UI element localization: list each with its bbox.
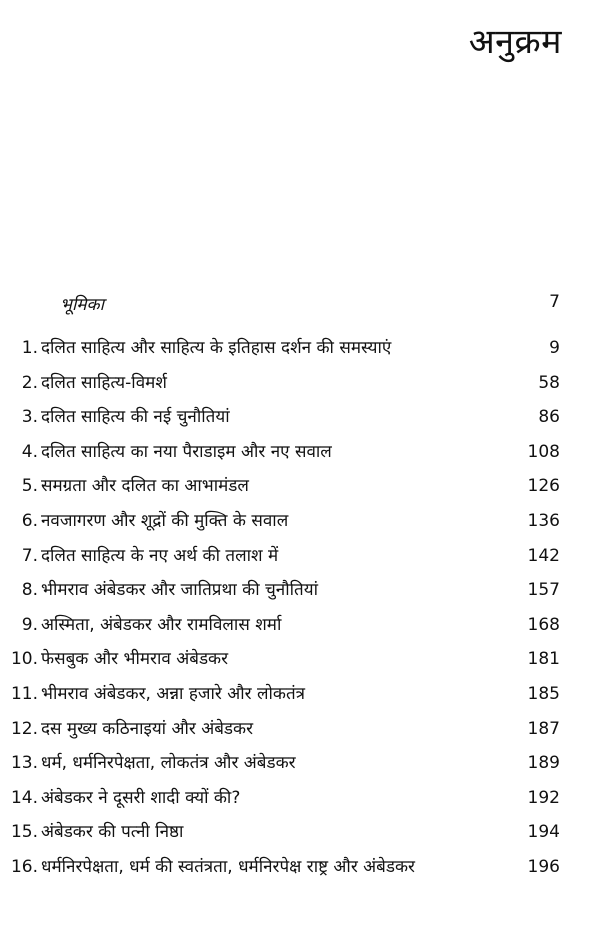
toc-entry-title: दलित साहित्य के नए अर्थ की तलाश में	[41, 545, 279, 566]
toc-entry-title: अंबेडकर की पत्नी निष्ठा	[41, 822, 184, 843]
toc-entry-page: 196	[527, 856, 560, 877]
table-of-contents	[0, 334, 600, 888]
toc-entry-title: समग्रता और दलित का आभामंडल	[41, 476, 249, 497]
toc-entry-page: 58	[538, 372, 560, 393]
toc-entry-page: 189	[527, 753, 560, 774]
toc-entry-title: धर्मनिरपेक्षता, धर्म की स्वतंत्रता, धर्मनिरपेक्ष राष्ट्र और अंबेडकर	[41, 856, 415, 877]
toc-entry	[0, 576, 600, 611]
toc-entry-number: 4.	[21, 441, 38, 462]
toc-entry-number: 3.	[21, 407, 38, 428]
toc-intro-label: भूमिका	[60, 295, 104, 315]
toc-intro-page: 7	[549, 292, 560, 312]
toc-entry-number: 9.	[21, 614, 38, 635]
toc-entry-title: भीमराव अंबेडकर और जातिप्रथा की चुनौतियां	[41, 580, 318, 601]
toc-entry-page: 142	[527, 545, 560, 566]
toc-entry-number: 1.	[21, 338, 38, 358]
toc-entry-page: 192	[527, 787, 560, 808]
toc-entry-number: 7.	[21, 545, 38, 566]
toc-entry	[0, 403, 600, 438]
toc-entry-page: 9	[549, 338, 560, 358]
toc-entry-page: 108	[527, 441, 560, 462]
toc-entry-page: 187	[527, 718, 560, 739]
toc-entry	[0, 715, 600, 750]
toc-entry	[0, 438, 600, 473]
toc-entry	[0, 334, 600, 369]
toc-entry	[0, 784, 600, 819]
toc-entry	[0, 369, 600, 404]
toc-entry-page: 168	[527, 614, 560, 635]
toc-entry-title: दलित साहित्य का नया पैराडाइम और नए सवाल	[41, 441, 332, 462]
toc-entry-title: अस्मिता, अंबेडकर और रामविलास शर्मा	[41, 614, 282, 635]
toc-entry-number: 6.	[21, 510, 38, 531]
toc-entry	[0, 680, 600, 715]
toc-entry-number: 16.	[10, 856, 38, 877]
toc-entry-page: 136	[527, 510, 560, 531]
toc-entry	[0, 507, 600, 542]
toc-entry-title: दलित साहित्य-विमर्श	[41, 372, 167, 393]
toc-entry	[0, 611, 600, 646]
toc-entry-number: 10.	[10, 649, 38, 670]
toc-entry-number: 15.	[10, 822, 38, 843]
toc-entry-title: फेसबुक और भीमराव अंबेडकर	[41, 649, 229, 670]
toc-entry-title: दलित साहित्य और साहित्य के इतिहास दर्शन की समस्याएं	[41, 338, 392, 358]
toc-entry-number: 14.	[10, 787, 38, 808]
toc-entry-page: 126	[527, 476, 560, 497]
toc-entry-page: 181	[527, 649, 560, 670]
toc-entry-number: 5.	[21, 476, 38, 497]
toc-entry-title: अंबेडकर ने दूसरी शादी क्यों की?	[41, 787, 241, 808]
page-title: अनुक्रम	[468, 22, 562, 62]
toc-entry-title: भीमराव अंबेडकर, अन्ना हजारे और लोकतंत्र	[41, 683, 306, 704]
toc-entry	[0, 645, 600, 680]
toc-entry-number: 2.	[21, 372, 38, 393]
toc-entry-number: 8.	[21, 580, 38, 601]
toc-entry-title: दस मुख्य कठिनाइयां और अंबेडकर	[41, 718, 254, 739]
toc-intro-entry	[0, 292, 600, 320]
toc-entry-title: धर्म, धर्मनिरपेक्षता, लोकतंत्र और अंबेडकर	[41, 753, 296, 774]
toc-entry-number: 11.	[10, 683, 38, 704]
toc-entry	[0, 818, 600, 853]
toc-entry-page: 86	[538, 407, 560, 428]
toc-entry	[0, 542, 600, 577]
toc-entry	[0, 472, 600, 507]
toc-entry-page: 185	[527, 683, 560, 704]
toc-entry-title: दलित साहित्य की नई चुनौतियां	[41, 407, 230, 428]
toc-entry-title: नवजागरण और शूद्रों की मुक्ति के सवाल	[41, 510, 289, 531]
toc-entry-page: 157	[527, 580, 560, 601]
toc-entry-page: 194	[527, 822, 560, 843]
toc-entry-number: 12.	[10, 718, 38, 739]
toc-entry-number: 13.	[10, 753, 38, 774]
toc-entry	[0, 749, 600, 784]
toc-entry	[0, 853, 600, 888]
